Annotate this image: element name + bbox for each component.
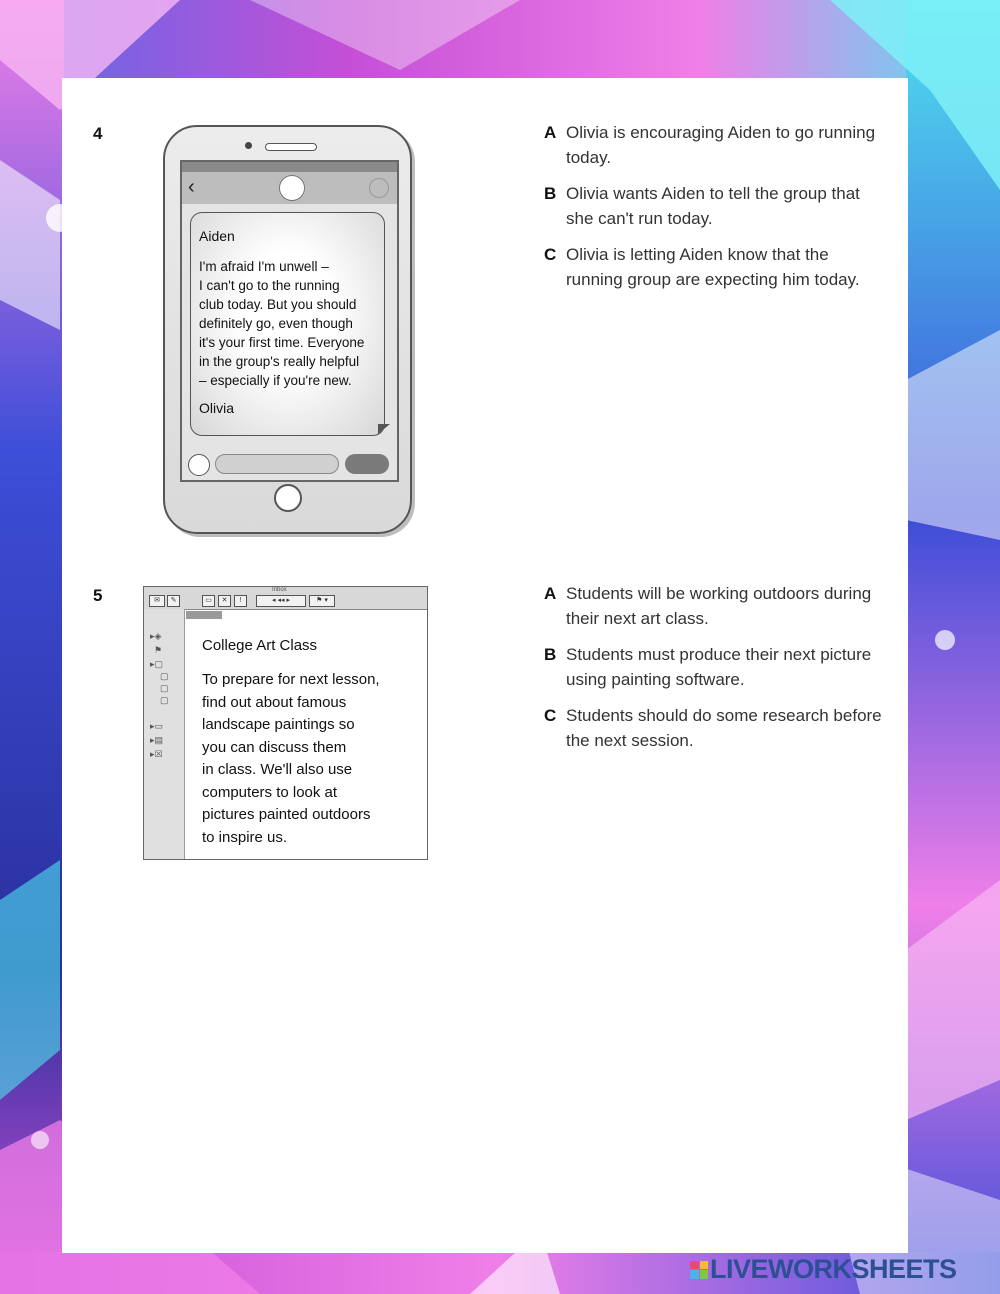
email-illustration: [143, 586, 428, 860]
body-line: you can discuss them: [202, 738, 347, 756]
bubble-tail: [378, 424, 390, 434]
answer-option[interactable]: [544, 581, 889, 631]
flag-icon: ⚑ ▾: [309, 595, 335, 607]
answer-option[interactable]: [544, 120, 889, 170]
email-subject: College Art Class: [202, 637, 318, 654]
option-letter: B: [544, 184, 557, 203]
message-line: definitely go, even though: [199, 316, 353, 331]
message-line: it's your first time. Everyone: [199, 335, 365, 350]
answer-option[interactable]: [544, 181, 889, 231]
answer-option[interactable]: [544, 703, 889, 753]
option-text: Students should do some research before the next session.: [566, 706, 882, 750]
answer-option[interactable]: [544, 242, 889, 292]
document-icon: ▢: [160, 671, 169, 681]
watermark-text: LIVEWORKSHEETS: [710, 1254, 957, 1284]
option-letter: C: [544, 245, 557, 264]
option-letter: B: [544, 645, 557, 664]
answer-option[interactable]: [544, 642, 889, 692]
phone-screen: [180, 160, 399, 482]
mailbox-sidebar: [144, 609, 185, 859]
trash-icon: ✕: [218, 595, 231, 607]
body-line: To prepare for next lesson,: [202, 671, 380, 688]
option-text: Olivia is encouraging Aiden to go running today.: [566, 123, 876, 167]
option-letter: A: [544, 584, 557, 603]
option-letter: C: [544, 706, 557, 725]
message-line: I can't go to the running: [199, 278, 340, 293]
junk-icon: ▸☒: [150, 749, 163, 759]
question-number: 5: [93, 586, 103, 605]
document-icon: ▢: [160, 683, 169, 693]
junk-icon: !: [234, 595, 247, 607]
body-line: in class. We'll also use: [202, 761, 353, 778]
home-button: [274, 484, 302, 512]
message-line: in the group's really helpful: [199, 354, 360, 369]
camera-icon: [188, 454, 210, 476]
window-title: Inbox: [272, 587, 287, 593]
mail-icon: ✉: [149, 595, 165, 607]
message-signoff: Olivia: [199, 400, 235, 416]
message-recipient: Aiden: [199, 228, 235, 244]
body-line: landscape paintings so: [202, 716, 355, 733]
status-bar: [182, 162, 397, 172]
body-line: computers to look at: [202, 783, 338, 801]
document-icon: ▸▢: [150, 659, 164, 669]
option-text: Students will be working outdoors during their next art class.: [566, 584, 872, 628]
info-icon: [369, 178, 389, 198]
document-icon: ▢: [160, 695, 169, 705]
compose-icon: ✎: [167, 595, 180, 607]
phone-camera: [245, 142, 252, 149]
option-letter: A: [544, 123, 557, 142]
body-line: find out about famous: [202, 693, 347, 711]
email-toolbar: [144, 587, 427, 610]
selected-tab: [186, 611, 222, 619]
archive-icon: ▭: [202, 595, 215, 607]
phone-illustration: [163, 125, 412, 534]
phone-speaker: [265, 143, 317, 151]
trash-icon: ▸▤: [150, 735, 164, 745]
flag-icon: ⚑: [154, 645, 163, 655]
reply-forward-icon: ◂ ◂◂ ▸: [256, 595, 306, 607]
answer-options-q4: [544, 120, 889, 303]
option-text: Olivia is letting Aiden know that the running group are expecting him today.: [566, 245, 860, 289]
message-bubble: [190, 212, 385, 436]
avatar: [279, 175, 305, 201]
liveworksheets-logo-icon: [690, 1261, 708, 1279]
message-line: – especially if you're new.: [199, 373, 352, 388]
message-input: [215, 454, 339, 474]
send-button: [345, 454, 389, 474]
email-body: [202, 669, 417, 849]
body-line: to inspire us.: [202, 828, 288, 846]
chevron-left-icon: ‹: [188, 176, 195, 198]
inbox-icon: ▸◈: [150, 631, 162, 641]
message-line: club today. But you should: [199, 297, 357, 312]
option-text: Olivia wants Aiden to tell the group that she can't run today.: [566, 184, 860, 228]
body-line: pictures painted outdoors: [202, 806, 371, 823]
folder-icon: ▸▭: [150, 721, 164, 731]
message-text: [199, 257, 385, 390]
answer-options-q5: [544, 581, 889, 764]
liveworksheets-watermark: [690, 1254, 957, 1285]
question-number: 4: [93, 124, 103, 143]
chat-header: [182, 172, 397, 204]
option-text: Students must produce their next picture using painting software.: [566, 645, 872, 689]
message-line: I'm afraid I'm unwell –: [199, 259, 329, 274]
